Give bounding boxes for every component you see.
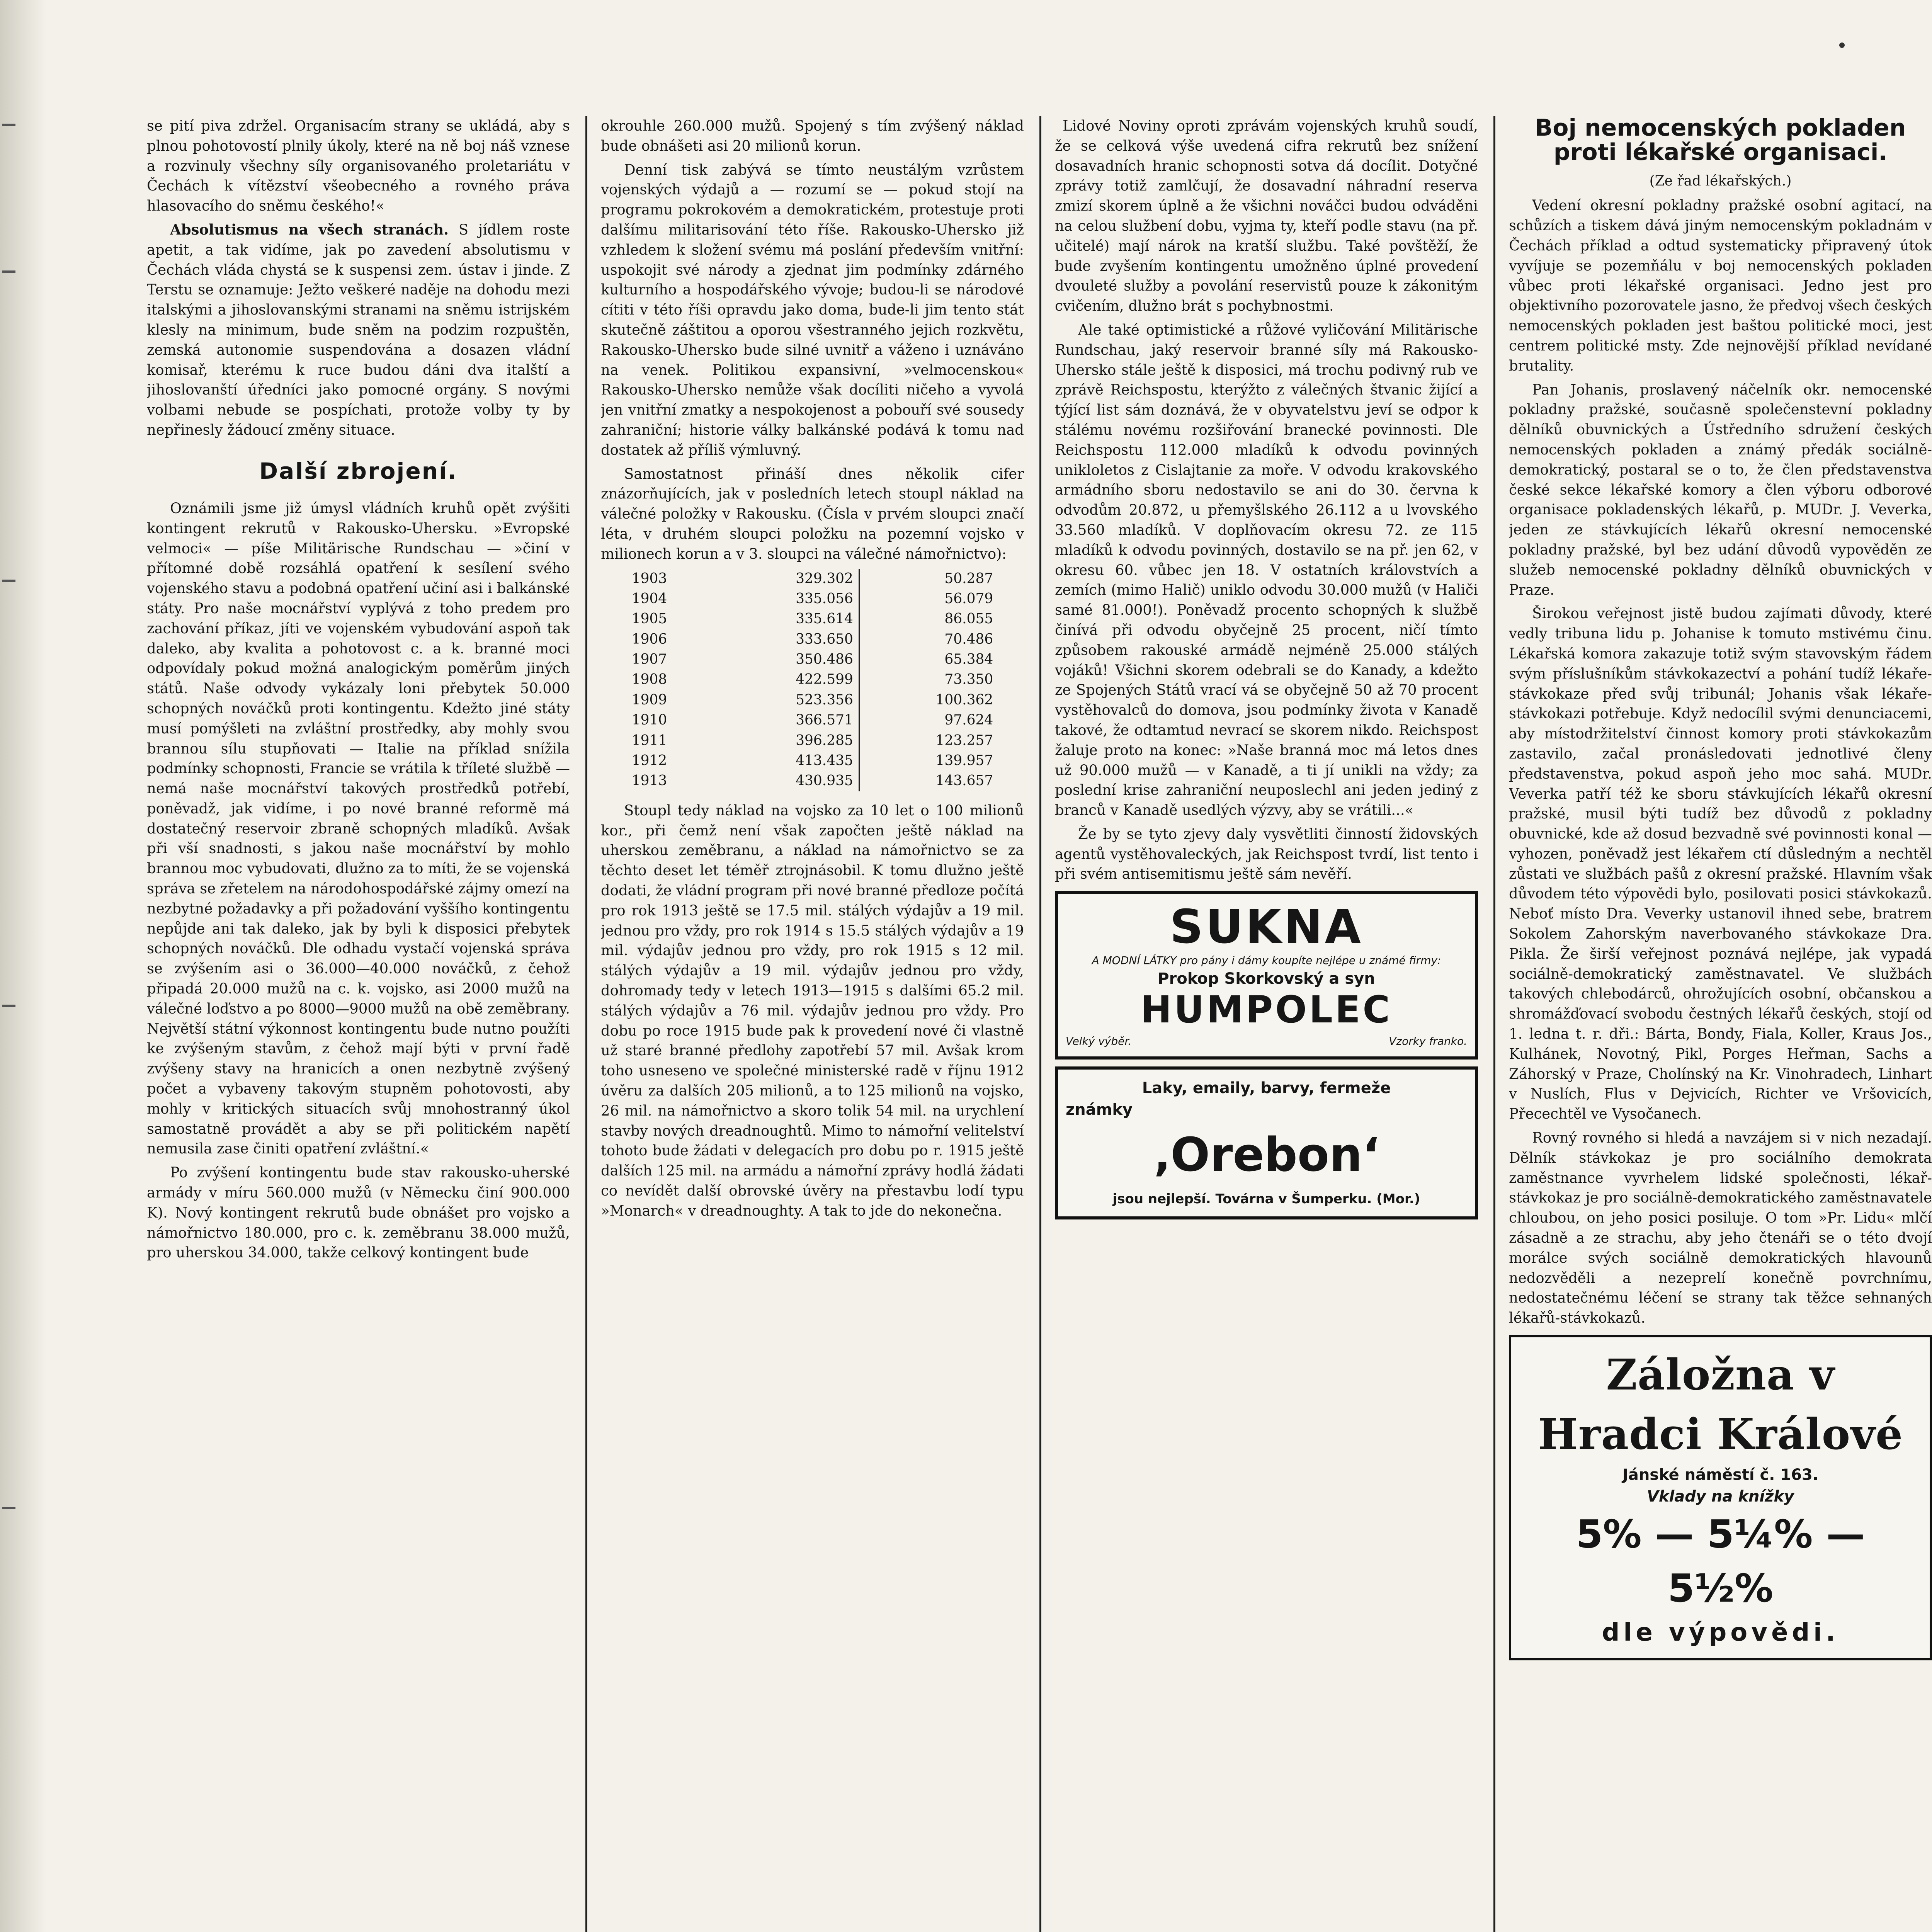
- col1-paragraph: Po zvýšení kontingentu bude stav rakousko-uherské armády v míru 560.000 mužů (v Německu činí 900.000 K). Nový kontingent rekrutů bude obnášet pro vojsko a námořnictvo 180.000, pro c. k. zeměbranu 38.000 mužů, pro uherskou 34.000, takže celkový kontingent bude: [147, 1164, 570, 1261]
- column-2: [601, 116, 1024, 1932]
- col4-paragraph: Rovný rovného si hledá a navzájem si v nich nezadají. Dělník stávkokaz je pro sociálního demokrata zaměstnance vyvrhelem lidské společnosti, lékař-stávkokaz je pro sociálně-demokratického zaměstnavatele chloubou, on jeho posici posiluje. O tom »Pr. Lidu« mlčí zásadně a ze strachu, aby jeho čtenáři se o této dvojí morálce svých sociálně demokratických hlavounů nedozvěděli a nezeprelí konečně povrchnímu, nedostatečnému léčení se strany tak těžce sehnaných lékařů-stávkokazů.: [1509, 1129, 1932, 1327]
- advert-sukna-humpolec: [1055, 891, 1478, 1060]
- column-rule: [1493, 116, 1495, 1932]
- table-row: 1909 523.356 100.362: [626, 690, 999, 710]
- advert-sukna-tagline: A MODNÍ LÁTKY pro pány i dámy koupíte nejlépe u známé firmy:: [1092, 954, 1441, 967]
- section-title-armament: Další zbrojení.: [259, 457, 457, 484]
- column-4: [1509, 116, 1932, 1932]
- advert-zalozna: [1509, 1335, 1932, 1660]
- advert-sukna-word: SUKNA: [1170, 900, 1363, 954]
- column-3: [1055, 116, 1478, 1932]
- table-row: 1906 333.650 70.486: [626, 629, 999, 650]
- advert-zalozna-sub2: dle výpovědi.: [1602, 1618, 1839, 1647]
- advert-orebon-line2: známky: [1066, 1101, 1133, 1119]
- left-bleed-marks: [2, 0, 18, 1932]
- col3-paragraph: Lidové Noviny oproti zprávám vojenských kruhů soudí, že se celková výše uvedená cifra rekrutů bez snížení dosavadních hranic schopnosti sotva dá docílit. Dotyčné zprávy totiž zamlčují, že dosavadní náhradní reserva zmizí skorem úplně a že všichni nováčci budou odváděni na celou službení dobu, vyjma ty, kteří podle stavu (na př. učitelé) mají nárok na kratší službu. Také povštěží, že bude zvyšením kontingentu umožněno úplné provedení dvouleté služby a povolání reservistů pouze k zákonitým cvičením, dlužno brát s pochybnostmi.: [1055, 117, 1478, 315]
- table-row: 1911 396.285 123.257: [626, 731, 999, 751]
- col3-paragraph: Ale také optimistické a růžové vyličování Militärische Rundschau, jaký reservoir branné síly má Rakousko-Uhersko stále ještě k disposici, má trochu podivný rub ve zprávě Reichspostu, kterýžto z válečných štvanic žijící a týjící list sám doznává, že v obyvatelstvu jeví se odpor k stálému novému rozšiřování branecké povinnosti. Dle Reichspostu 112.000 mladíků k odvodu povinných unikloletos z Cislajtanie za moře. V odvodu krakovského armádního sboru nedostavilo se ani do 30. června k odvodům 20.872, u přemyšlského 26.112 a u lvovského 33.560 mladíků. V doplňovacím okresu 72. ze 115 mladíků k odvodu povinných, dostavilo se na př. jen 62, v okresu 60. vůbec jen 18. V ostatních královstvích a zemích (mimo Halič) uniklo odvodu 30.000 mužů (v Haliči samé 81.000!). Poněvadž procento schopných k službě činívá při odvodu obyčejně 25 procent, ničí tímto způsobem rakouské armádě nejméně 25.000 stálých vojáků! Všichni skorem odebrali se do Kanady, a kdežto ze Spojených Států vrací vá se obyčejně 50 až 70 procent vystěhovalců do domova, jsou podmínky života v Kanadě takové, že odtamtud nevrací se skorem nikdo. Reichspost žaluje proto na konec: »Naše branná moc má letos dnes už 90.000 mužů — v Kanadě, a ti jí unikli na vždy; za poslední krise zahraniční neuposlechl ani jeden jediný z branců v Kanadě usedlých výzvy, aby se vrátili...«: [1055, 321, 1478, 819]
- column-1: [147, 116, 570, 1932]
- military-expenditure-table: [626, 569, 999, 791]
- table-row: 1910 366.571 97.624: [626, 710, 999, 730]
- advert-sukna-firm: Prokop Skorkovský a syn: [1158, 970, 1375, 988]
- table-row: 1907 350.486 65.384: [626, 650, 999, 670]
- col4-paragraph: Vedení okresní pokladny pražské osobní agitací, na schůzích a tiskem dává jiným nemocenským pokladnám v Čechách příklad a odtud systematicky připravený útok vyvíjuje se pozemňálu v boj nemocenských pokladen vůbec proti lékařské organisaci. Jedno jest pro objektivního pozorovatele jasno, že předvoj všech českých nemocenských pokladen jest baštou politické moci, jest centrem politické msty. Zde nejnovější příklad nevídané brutality.: [1509, 197, 1932, 374]
- table-row: 1908 422.599 73.350: [626, 670, 999, 690]
- table-row: 1912 413.435 139.957: [626, 751, 999, 771]
- newspaper-page: [147, 116, 1932, 1932]
- advert-orebon: [1055, 1066, 1478, 1219]
- col2-after-table: Stoupl tedy náklad na vojsko za 10 let o 100 milionů kor., při čemž není však započten ještě náklad na uherskou zeměbranu, a náklad na námořnictvo se za těchto deset let téměř ztrojnásobil. K tomu dlužno ještě dodati, že vládní program při nové branné předloze počítá pro rok 1913 ještě se 17.5 mil. stálých výdajův a 19 mil. jednou pro vždy, pro rok 1914 s 15.5 stálých výdajův a 19 mil. výdajův jednou pro vždy, pro rok 1915 s 12 mil. stálých výdajův a 19 mil. výdajův jednou pro vždy, dohromady tedy v letech 1913—1915 s dalšími 65.2 mil. stálých výdajův a 76 mil. výdajův jednou pro vždy. Pro dobu po roce 1915 bude pak k provedení nové či vlastně už staré branné předlohy zapotřebí 57 mil. Avšak krom toho usneseno ve společné ministerské radě v říjnu 1912 úvěru za dalších 205 milionů, a to 125 milionů na vojsko, 26 mil. na námořnictvo a skoro tolik 54 mil. na urychlení stavby nových dreadnoughtů. Mimo to námořní velitelství tohoto bude žádati v delegacích pro dobu po r. 1915 ještě dalších 125 mil. na armádu a námořní zprávy hodlá žádati co nevídět další obrovské úvěry na přestavbu lodí typu »Monarch« v dreadnoughty. A tak to jde do nekonečna.: [601, 802, 1024, 1219]
- col1-paragraph: Oznámili jsme již úmysl vládních kruhů opět zvýšiti kontingent rekrutů v Rakousko-Uhersku. »Evropské velmoci« — píše Militärische Rundschau — »činí v přítomné době rozsáhlá opatření k sesílení svého vojenského stavu a podobná opatření učiní asi i balkánské státy. Pro naše mocnářství vyplývá z toho predem pro zachování příkaz, jíti ve vojenském vybudování aspoň tak daleko, aby kvalita a pohotovost c. a k. branné moci odpovídaly pokud možná analogickým poměrům jiných států. Naše odvody vykázaly loni přebytek 50.000 schopných nováčků proti kontingentu. Kdežto jiné státy musí pomýšleti na zvláštní prostředky, aby mohly svou brannou sílu stupňovati — Italie na příklad snížila podmínky schopnosti, Francie se vrátila k tříleté službě — nemá naše mocnářství takových prostředků potřebí, poněvadž, jak vidíme, i po nové branné reformě má dostatečný reservoir zbraně schopných mladíků. Avšak při vší snadnosti, s jakou naše mocnářství by mohlo brannou moc vybudovati, dlužno za to míti, že se vojenská správa se zřetelem na národohospodářské zájmy omezí na nezbytné požadavky a při požadování vyššího kontingentu nepůjde ani tak daleko, jak by byli k disposici přebytek schopných nováčků. Dle odhadu vystačí vojenská správa se zvýšením asi o 36.000—40.000 nováčků, z čehož připadá 20.000 mužů na c. k. vojsko, asi 2000 mužů na válečné loďstvo a po 8000—9000 mužů na obě zeměbrany. Největší státní výkonnost kontingentu bude nutno použíti ke zvýšeným stavům, z čehož mají býti v první řadě zvýšeny stavy na hranicích a onen nezbytně zvýšený počet a vybaveny takovým stupněm pohotovosti, aby mohly v kritických situacích svůj mnohostranný úkol samostatně provádět a aby se při politickém napětí nemusila zase činiti opatření zvláštní.«: [147, 500, 570, 1157]
- table-row: 1904 335.056 56.079: [626, 589, 999, 609]
- advert-zalozna-sub1: Vklady na knížky: [1646, 1488, 1794, 1506]
- absolutism-text: S jídlem roste apetit, a tak vidíme, jak po zavedení absolutismu v Čechách vláda chystá se k suspensi zem. ústav i jinde. Z Terstu se oznamuje: Ježto veškeré naděje na dohodu mezi italskými a jihoslovanskými stranami na sněmu istrijském klesly na minimum, bude sněm na podzim rozpuštěn, zemská autonomie suspendována a dosazen vládní komisař, kterému k ruce budou dáni dva italští a jihoslovanští úředníci jako pomocné orgány. S novými volbami nebude se pospíchati, protože volby ty by nepřinesly žádoucí změny situace.: [147, 221, 570, 438]
- advert-zalozna-address: Jánské náměstí č. 163.: [1622, 1466, 1819, 1484]
- column-rule: [1039, 116, 1041, 1932]
- column-rule: [585, 116, 587, 1932]
- advert-sukna-city: HUMPOLEC: [1141, 988, 1392, 1032]
- advert-zalozna-rates: 5% — 5¼% — 5½%: [1576, 1512, 1865, 1611]
- col3-paragraph: Že by se tyto zjevy daly vysvětliti činností židovských agentů vystěhovaleckých, jak Reichspost tvrdí, list tento i při svém antisemitismu ještě sám nevěří.: [1055, 825, 1478, 883]
- page-speck: [1839, 43, 1845, 48]
- advert-orebon-line3: jsou nejlepší. Továrna v Šumperku. (Mor.): [1112, 1191, 1420, 1207]
- advert-sukna-left: Velký výběr.: [1066, 1035, 1132, 1048]
- col2-paragraph: Samostatnost přináší dnes několik cifer znázorňujících, jak v posledních letech stoupl náklad na válečné položky v Rakousku. (Čísla v prvém sloupci značí léta, v druhém sloupci položku na pozemní vojsko v milionech korun a v 3. sloupci na válečné námořnictvo):: [601, 465, 1024, 562]
- advert-sukna-right: Vzorky franko.: [1389, 1035, 1467, 1048]
- col4-paragraph: Širokou veřejnost jistě budou zajímati důvody, které vedly tribuna lidu p. Johanise k tomuto mstivému činu. Lékařská komora zakazuje totiž svým stavovským řádem svým příslušníkům stávkokazectví a pohání tudíž lékaře-stávkokaze před svůj tribunál; Johanis však lékaře-stávkokazi potřebuje. Když nedocílil svými denunciacemi, aby místodržitelství činnost komory proti stávkokazům zastavilo, začal pronásledovati jednotlivé členy představenstva, pokud aspoň jeho moc sahá. MUDr. Veverka patří též ke sboru stávkujících lékařů okresní pražské, musil býti tudíž bez důvodů z pokladny obuvnické, kde až dosud bezvadně své povinnosti konal — vyhozen, poněvadž jest lékařem ctí důsledným a nechtěl zůstati ve službách pašů z okresní pražské. Hlavním však důvodem této výpovědi bylo, posilovati posici stávkokazů. Neboť místo Dra. Veverky ustanovil ihned sebe, bratrem Sokolem Zahorským naverbovaného stávkokaze Dra. Pikla. Že širší veřejnost poznává nejlépe, jak vypadá sociálně-demokratický zaměstnavatel. Ve službách takových chlebodárců, ohrožujících osobní, občanskou a shromážďovací svobodu čestných lékařů českých, stojí od 1. ledna t. r. dři.: Bárta, Bondy, Fiala, Koller, Kraus Jos., Kulhánek, Novotný, Pikl, Porges Heřman, Sachs a Záhorský v Praze, Cholínský na Kr. Vinohradech, Linhart v Nuslích, Flus v Dejvicích, Richter ve Vršovicích, Přecechtěl ve Vysočanech.: [1509, 605, 1932, 1122]
- advert-orebon-brand: ‚Orebon‘: [1153, 1128, 1380, 1182]
- col2-paragraph: okrouhle 260.000 mužů. Spojený s tím zvýšený náklad bude obnášeti asi 20 milionů korun.: [601, 117, 1024, 154]
- col1-intro: se pití piva zdržel. Organisacím strany se ukládá, aby s plnou pohotovostí plnily úkoly, které na ně boj náš vznese a rozvinuly všechny síly organisovaného proletariátu v Čechách k vítězství všeobecného a rovného práva hlasovacího do sněmu českého!«: [147, 117, 570, 214]
- table-row: 1905 335.614 86.055: [626, 609, 999, 629]
- advert-zalozna-title: Záložna v Hradci Králové: [1537, 1350, 1903, 1459]
- table-row: 1903 329.302 50.287: [626, 569, 999, 589]
- col4-paragraph: Pan Johanis, proslavený náčelník okr. nemocenské pokladny pražské, současně společenstevní pokladny dělníků obuvnických a Ústředního sdružení českých nemocenských pokladen a známý předák sociálně-demokratický, postaral se o to, že člen představenstva české sekce lékařské komory a člen výboru odborové organisace pokladenských lékařů, p. MUDr. J. Veverka, jeden ze stávkujících lékařů okresní nemocenské pokladny pražské, byl bez udání důvodů vypověděn ze služeb nemocenské pokladny dělníků obuvnických v Praze.: [1509, 381, 1932, 598]
- advert-orebon-line1: Laky, emaily, barvy, fermeže: [1142, 1079, 1391, 1097]
- table-row: 1913 430.935 143.657: [626, 771, 999, 791]
- col2-paragraph: Denní tisk zabývá se tímto neustálým vzrůstem vojenských výdajů a — rozumí se — pokud stojí na programu pokrokovém a demokratickém, protestuje proti dalšímu militarisování této říše. Rakousko-Uhersko již vzhledem k složení svému má poslání především vnitřní: uspokojit své národy a zjednat jim podmínky zdárného kulturního a hospodářského vývoje; budou-li se národové cítiti v této říši opravdu jako doma, bude-li jim tento stát skutečně záštitou a oporou všestranného jejich rozkvětu, Rakousko-Uhersko bude silné uvnitř a váženo i uznáváno na venek. Politikou expansivní, »velmocenskou« Rakousko-Uhersko nemůže však docíliti ničeho a vyvolá jen vnitřní zmatky a nespokojenost a pobouří své sousedy zahraniční; historie války balkánské podává k tomu nad dostatek až příliš výmluvný.: [601, 161, 1024, 458]
- byline: (Ze řad lékařských.): [1649, 173, 1792, 189]
- absolutism-title: Absolutismus na všech stranách.: [170, 221, 449, 238]
- headline-sickness-funds: Boj nemocenských pokladen proti lékařské organisaci.: [1535, 116, 1906, 166]
